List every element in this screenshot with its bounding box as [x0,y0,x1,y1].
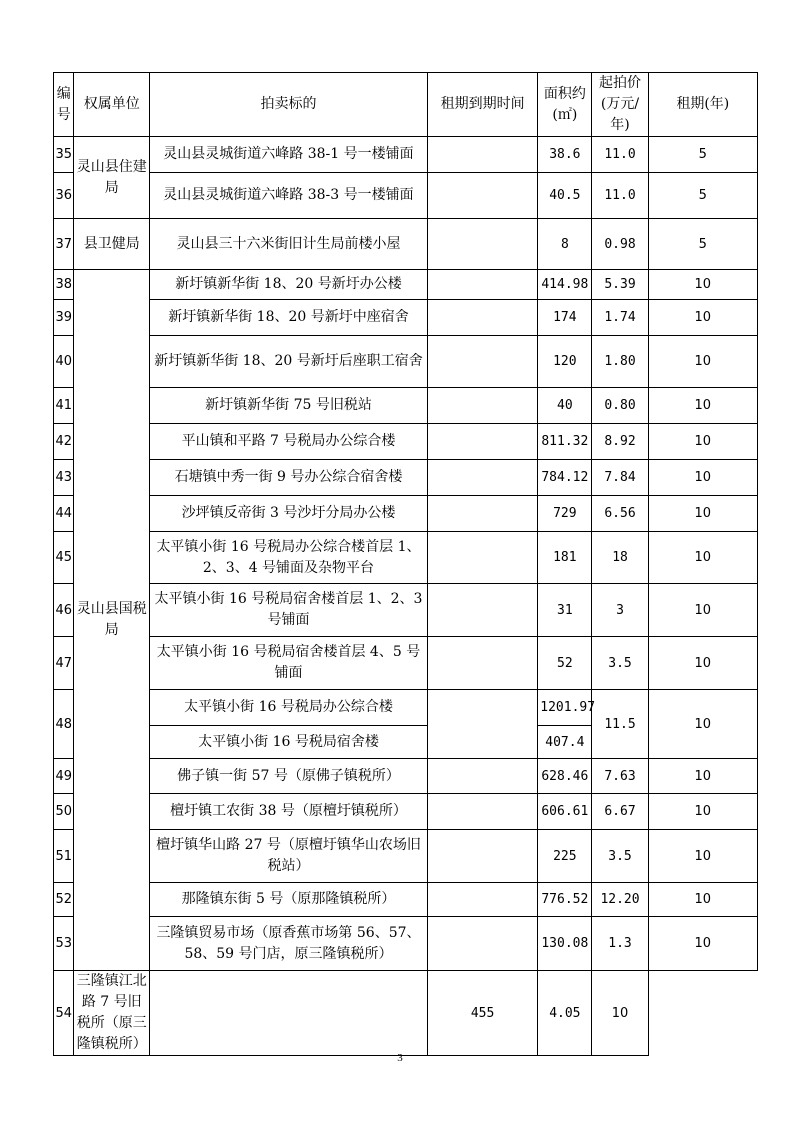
row-expire [427,424,537,460]
row-no: 39 [54,300,74,336]
table-row [54,219,758,270]
table-row [54,336,758,388]
row-term: 10 [648,496,757,532]
row-price: 6.67 [592,794,648,830]
table-row [54,173,758,219]
header-expire: 租期到期时间 [427,73,537,137]
row-area: 174 [538,300,592,336]
row-expire [427,637,537,690]
row-price: 5.39 [592,270,648,300]
row-area: 8 [538,219,592,270]
row-item: 沙坪镇反帝街 3 号沙圩分局办公楼 [150,496,428,532]
table-row [54,137,758,173]
row-item: 檀圩镇工农街 38 号（原檀圩镇税所） [150,794,428,830]
row-term: 10 [648,336,757,388]
row-item: 新圩镇新华街 75 号旧税站 [150,388,428,424]
row-no: 44 [54,496,74,532]
row-term: 10 [648,270,757,300]
row-price: 18 [592,532,648,584]
table-row [54,584,758,637]
row-item: 新圩镇新华街 18、20 号新圩后座职工宿舍 [150,336,428,388]
row-price: 3 [592,584,648,637]
row-area: 40.5 [538,173,592,219]
row-term: 10 [648,759,757,794]
header-area: 面积约(㎡) [538,73,592,137]
row-area: 225 [538,830,592,883]
row-term: 10 [648,690,757,759]
row-price: 3.5 [592,830,648,883]
row-area: 40 [538,388,592,424]
table-row [54,883,758,917]
row-term: 5 [648,137,757,173]
row-area: 31 [538,584,592,637]
row-expire [427,460,537,496]
row-expire [427,584,537,637]
row-expire [427,173,537,219]
row-item: 新圩镇新华街 18、20 号新圩办公楼 [150,270,428,300]
row-price: 7.63 [592,759,648,794]
row-no: 47 [54,637,74,690]
row-no: 50 [54,794,74,830]
row-no: 51 [54,830,74,883]
header-no: 编号 [54,73,74,137]
row-item: 三隆镇贸易市场（原香蕉市场第 56、57、58、59 号门店，原三隆镇税所） [150,917,428,971]
row-expire [427,219,537,270]
row-item: 佛子镇一街 57 号（原佛子镇税所） [150,759,428,794]
row-no: 45 [54,532,74,584]
table-row [54,270,758,300]
row-area: 729 [538,496,592,532]
row-price: 8.92 [592,424,648,460]
row-term: 10 [648,883,757,917]
table-row [54,794,758,830]
row-item: 新圩镇新华街 18、20 号新圩中座宿舍 [150,300,428,336]
row-term: 10 [648,794,757,830]
row-price: 0.80 [592,388,648,424]
row-area: 120 [538,336,592,388]
row-term: 10 [648,584,757,637]
row-no: 43 [54,460,74,496]
table-row [54,917,758,971]
row-item: 灵山县灵城街道六峰路 38-1 号一楼铺面 [150,137,428,173]
header-term: 租期(年) [648,73,757,137]
row-no: 46 [54,584,74,637]
row-price: 1.3 [592,917,648,971]
row-item: 檀圩镇华山路 27 号（原檀圩镇华山农场旧税站） [150,830,428,883]
table-row [54,460,758,496]
row-expire [427,759,537,794]
row-price: 12.20 [592,883,648,917]
table-row [54,690,758,726]
row-expire [427,496,537,532]
unit-cell: 县卫健局 [74,219,150,270]
row-expire [427,690,537,759]
table-row [54,830,758,883]
row-item: 石塘镇中秀一街 9 号办公综合宿舍楼 [150,460,428,496]
auction-table [53,72,758,1056]
row-price: 0.98 [592,219,648,270]
row-item: 那隆镇东街 5 号（原那隆镇税所） [150,883,428,917]
header-price: 起拍价(万元/年) [592,73,648,137]
row-item: 太平镇小街 16 号税局宿舍楼首层 4、5 号铺面 [150,637,428,690]
row-area: 628.46 [538,759,592,794]
row-item: 太平镇小街 16 号税局宿舍楼 [150,726,428,759]
header-item: 拍卖标的 [150,73,428,137]
row-term: 10 [648,637,757,690]
row-item: 三隆镇江北路 7 号旧税所（原三隆镇税所） [74,971,150,1056]
row-no: 42 [54,424,74,460]
row-term: 10 [592,971,648,1056]
row-term: 10 [648,424,757,460]
unit-cell: 灵山县住建局 [74,137,150,219]
row-area: 52 [538,637,592,690]
row-area: 606.61 [538,794,592,830]
row-no: 36 [54,173,74,219]
row-area: 776.52 [538,883,592,917]
row-price: 1.80 [592,336,648,388]
row-expire [427,300,537,336]
table-row [54,637,758,690]
row-item: 平山镇和平路 7 号税局办公综合楼 [150,424,428,460]
row-no: 54 [54,971,74,1056]
row-expire [427,917,537,971]
row-price: 3.5 [592,637,648,690]
row-no: 40 [54,336,74,388]
row-no: 35 [54,137,74,173]
row-no: 49 [54,759,74,794]
row-term: 10 [648,388,757,424]
row-price: 6.56 [592,496,648,532]
row-term: 10 [648,830,757,883]
row-area: 414.98 [538,270,592,300]
row-no: 38 [54,270,74,300]
row-expire [427,532,537,584]
row-expire [427,830,537,883]
row-term: 5 [648,219,757,270]
table-row [54,496,758,532]
unit-cell: 灵山县国税局 [74,270,150,971]
row-item: 灵山县三十六米街旧计生局前楼小屋 [150,219,428,270]
row-price: 1.74 [592,300,648,336]
row-area: 130.08 [538,917,592,971]
table-row [54,759,758,794]
row-area: 407.4 [538,726,592,759]
row-item: 太平镇小街 16 号税局办公综合楼首层 1、2、3、4 号铺面及杂物平台 [150,532,428,584]
row-price: 7.84 [592,460,648,496]
page-number: 3 [397,1052,403,1064]
row-term: 10 [648,917,757,971]
row-no: 52 [54,883,74,917]
table-row [54,388,758,424]
table-row [54,532,758,584]
row-no: 48 [54,690,74,759]
header-row [54,73,758,137]
row-expire [427,336,537,388]
header-unit: 权属单位 [74,73,150,137]
table-row [54,300,758,336]
row-term: 10 [648,460,757,496]
row-area: 38.6 [538,137,592,173]
row-area: 455 [427,971,537,1056]
row-area: 784.12 [538,460,592,496]
row-expire [427,137,537,173]
table-row [54,424,758,460]
row-term: 5 [648,173,757,219]
row-price: 4.05 [538,971,592,1056]
row-expire [427,794,537,830]
row-area: 811.32 [538,424,592,460]
row-expire [427,388,537,424]
row-expire [427,270,537,300]
row-no: 37 [54,219,74,270]
row-item: 灵山县灵城街道六峰路 38-3 号一楼铺面 [150,173,428,219]
row-price: 11.5 [592,690,648,759]
row-area: 181 [538,532,592,584]
row-term: 10 [648,532,757,584]
row-expire [427,883,537,917]
row-no: 41 [54,388,74,424]
row-term: 10 [648,300,757,336]
table-row [54,971,758,1056]
row-price: 11.0 [592,137,648,173]
row-area: 1201.97 [538,690,592,726]
row-item: 太平镇小街 16 号税局宿舍楼首层 1、2、3 号铺面 [150,584,428,637]
row-expire [150,971,428,1056]
row-item: 太平镇小街 16 号税局办公综合楼 [150,690,428,726]
row-no: 53 [54,917,74,971]
row-price: 11.0 [592,173,648,219]
